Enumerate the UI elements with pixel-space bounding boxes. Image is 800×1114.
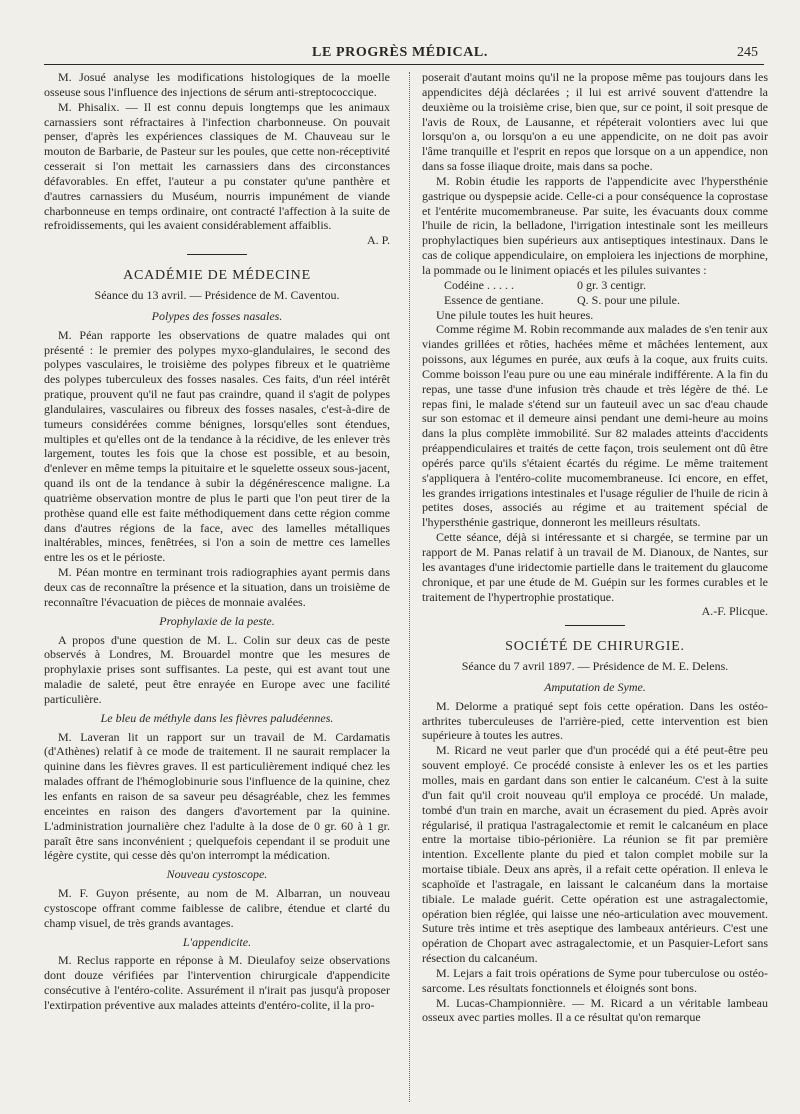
paragraph-reclus-continued: poserait d'autant moins qu'il ne la propose même pas toujours dans les appendicites déjà déclarées ; il lui est arrivé souvent d'attendre la deuxième ou la troisième crise, bien que, sur ce point, il soit presque de l'avis de Roux, de Lausanne, et répéterait volontiers avec lui que lorsqu'on a, ou lorsqu'on a eu une appendicite, on ne doit pas avoir l'âme tranquille et l'esprit en repos que lorsque on a un appendice, non dans sa fosse iliaque droite, mais dans sa poche. [422,70,768,174]
right-column [422,70,768,1025]
paragraph-phisalix: M. Phisalix. — Il est connu depuis longtemps que les animaux carnassiers sont réfractaires à l'infection charbonneuse. On pouvait penser, d'après les expériences classiques de M. Chauveau sur le mouton de Barbarie, de Pasteur sur les poules, que cette non-réceptivité cesserait si l'on mettait les carnassiers dans des circonstances défavorables. En effet, l'auteur a pu constater qu'une panthère et d'autres carnassiers du Muséum, nourris impunément de viande charbonneuse en temps ordinaire, ont contracté l'affection à la suite de refroidissements, qui les avaient considérablement affaiblis. [44,99,390,233]
section-rule [187,254,247,255]
recipe-line-codeine [422,278,768,293]
cystoscope-title: Nouveau cystoscope. [166,867,268,882]
appendicite-title: L'appendicite. [182,934,252,949]
page-number: 245 [737,45,758,60]
paragraph-seance: Cette séance, déjà si intéressante et si chargée, se termine par un rapport de M. Panas relatif à un travail de M. Dianoux, de Nantes, sur les avantages d'une iridectomie partielle dans le traitement du glaucome chronique, et par une étude de M. Guépin sur les formes curables et le traitement de l'hypertrophie prostatique. [422,530,768,604]
page-header [0,0,800,66]
column-divider [409,72,410,1102]
polypes-title: Polypes des fosses nasales. [151,308,283,323]
chirurgie-session: Séance du 7 avril 1897. — Présidence de M. E. Delens. [461,659,729,674]
signature-plicque: A.-F. Plicque. [701,604,768,619]
signature-ap: A. P. [366,233,390,248]
paragraph-lejars: M. Lejars a fait trois opérations de Syme pour tuberculose ou ostéo-sarcome. Les résultats fonctionnels et éloignés sont bons. [422,965,768,995]
chirurgie-title: SOCIÉTÉ DE CHIRURGIE. [505,639,685,655]
recipe-gentiane-dose: Q. S. pour une pilule. [577,292,680,307]
academie-session: Séance du 13 avril. — Présidence de M. Caventou. [94,287,340,302]
peste-title: Prophylaxie de la peste. [159,613,275,628]
paragraph-regime: Comme régime M. Robin recommande aux malades de s'en tenir aux viandes grillées et rôties, hachées même et mâchées lentement, aux poissons, aux légumes en purée, aux œufs à la coque, aux fruits cuits. Comme boisson l'eau pure ou une eau minérale indifférente. A la fin du repas, une tasse d'une infusion très chaude et très légère de thé. Le repas fini, le malade s'étend sur un fauteuil avec un sac d'eau chaude sur son estomac et il demeure ainsi pendant une demi-heure au moins dans la plus complète immobilité. Sur 82 malades atteints d'accidents préappendiculaires et traités de cette façon, trois seulement ont dû être opérés parce qu'ils s'étaient écartés du régime. Le même traitement s'appliquera à l'entéro-colite mucomembraneuse. Ici encore, en effet, les grandes irrigations intestinales et l'usage régulier de l'huile de ricin à petites doses, associés au régime et au traitement spécial de l'hypersthénie gastrique, donneront les meilleurs résultats. [422,322,768,530]
recipe-gentiane-name: Essence de gentiane. [444,292,544,307]
paragraph-pilule: Une pilule toutes les huit heures. [436,307,594,322]
running-title: LE PROGRÈS MÉDICAL. [312,45,488,60]
recipe-codeine-name: Codéine . . . . . [444,277,514,292]
left-column [44,70,390,1013]
paragraph-reclus: M. Reclus rapporte en réponse à M. Dieulafoy seize observations dont douze vérifiées par l'intervention chirurgicale d'appendicite consécutive à l'entéro-colite. Assurément il n'irait pas jusqu'à proposer l'extirpation préventive aux malades atteints d'entéro-colite, il la pro- [44,953,390,1012]
paragraph-pean: M. Péan rapporte les observations de quatre malades qui ont présenté : le premier des polypes myxo-glandulaires, le second des polypes vasculaires, le troisième des polypes fibreux et le quatrième des polypes tuberculeux des fosses nasales. Ces faits, d'un réel intérêt pratique, prouvent qu'il ne faut pas craindre, quand il s'agit de polypes glandulaires, vasculaires ou fibreux des fosses nasales, c'est-à-dire de tumeurs considérées comme bénignes, lorsqu'elles sont étendues, multiples et qu'elles ont de la tendance à la récidive, de les enlever très largement, toutes les fois que la chose est possible, et au besoin, d'enlever en même temps la pituitaire et le squelette osseux sous-jacent, quand ils ont de la tendance à subir la dégénérescence maligne. La quatrième observation montre de plus le parti que l'on peut tirer de la prothèse quand elle est faite méthodiquement dans cette région comme dans d'autres régions de la face, avec des lamelles métalliques inaltérables, minces, fenêtrées, si l'on a soin de mettre ces lamelles entre les os et le périoste. [44,327,390,565]
paragraph-guyon: M. F. Guyon présente, au nom de M. Albarran, un nouveau cystoscope offrant comme faiblesse de calibre, étendue et clarté du champ visuel, de très grands avantages. [44,886,390,930]
syme-title: Amputation de Syme. [544,679,646,694]
paragraph-ricard: M. Ricard ne veut parler que d'un procédé qui a été peut-être peu souvent employé. Ce procédé consiste à enlever les os et les parties molles, mais en gardant dans son entier le calcanéum. C'est à la suite d'un fait qu'il croit nouveau qu'il employa ce procédé. Un malade, tombé d'un train en marche, avait un écrasement du pied. Après avoir régularisé, il pratiqua l'astragalectomie et remit le calcanéum en place entre la mortaise tibio-périonière. La réunion se fit par première intention. Excellente plante du pied et talon complet mobile sur la mortaise tibiale. Deux ans après, il a refait cette opération. Il enleva le scaphoïde et l'astragale, en laissant le calcanéum dans la mortaise tibiale. Le malade guérit. Cette opération est une astragalectomie, opération bien réglée, qui laisse une néo-articulation avec mouvement. Suture très intime et très aseptique des lambeaux antérieurs. C'est une opération de Chopart avec astragalectomie, et un Pasquier-Lefort sans résection du calcanéum. [422,743,768,966]
paragraph-pean-radiographies: M. Péan montre en terminant trois radiographies ayant permis dans deux cas de reconnaître la présence et la situation, dans un troisième de reconnaître l'évacuation de pièces de monnaie avalées. [44,565,390,609]
paragraph-robin: M. Robin étudie les rapports de l'appendicite avec l'hypersthénie gastrique ou dyspepsie acide. Celle-ci a pour conséquence la coprostase et l'entérite mucomembraneuse. Par suite, les évacuants doux comme l'huile de ricin, la belladone, l'irrigation intestinale sont les meilleurs prophylactiques bien supérieurs aux antiseptiques intestinaux. Dans le cas de colique appendiculaire, on emploiera les injections de morphine, la pommade ou le liniment opiacés et les pilules suivantes : [422,173,768,277]
paragraph-lucas: M. Lucas-Championnière. — M. Ricard a un véritable lambeau osseux avec parties molles. Il a ce résultat qu'on remarque [422,995,768,1025]
recipe-line-gentiane [422,293,768,308]
paragraph-colin: A propos d'une question de M. L. Colin sur deux cas de peste observés à Londres, M. Brouardel montre que les mesures de prophylaxie prises sont suffisantes. La peste, qui est avant tout une maladie de saleté, peut être enrayée en Europe avec une facilité particulière. [44,632,390,706]
section-rule [565,625,625,626]
academie-title: ACADÉMIE DE MÉDECINE [123,268,311,284]
methyle-title: Le bleu de méthyle dans les fièvres paludéennes. [100,710,334,725]
paragraph-delorme: M. Delorme a pratiqué sept fois cette opération. Dans les ostéo-arthrites tuberculeuses de l'arrière-pied, cette intervention est bien supérieure à toutes les autres. [422,698,768,743]
paragraph-josue: M. Josué analyse les modifications histologiques de la moelle osseuse sous l'influence des injections de sérum anti-streptococcique. [44,70,390,99]
header-rule [44,64,764,65]
recipe-codeine-dose: 0 gr. 3 centigr. [577,277,646,292]
paragraph-laveran: M. Laveran lit un rapport sur un travail de M. Cardamatis (d'Athènes) relatif à ce mode de traitement. Il ne saurait remplacer la quinine dans les fièvres graves. Il est particulièrement indiqué chez les malades offrant de l'hémoglobinurie sous l'influence de la quinine, chez les enfants en raison de sa saveur peu désagréable, chez les femmes enceintes en raison des dangers d'avortement par la quinine. L'administration journalière chez l'adulte à la dose de 0 gr. 60 à 1 gr. paraît être sans inconvénient ; quelquefois cependant il se produit une légère cystite, qui cesse dès qu'on interrompt la médication. [44,729,390,863]
